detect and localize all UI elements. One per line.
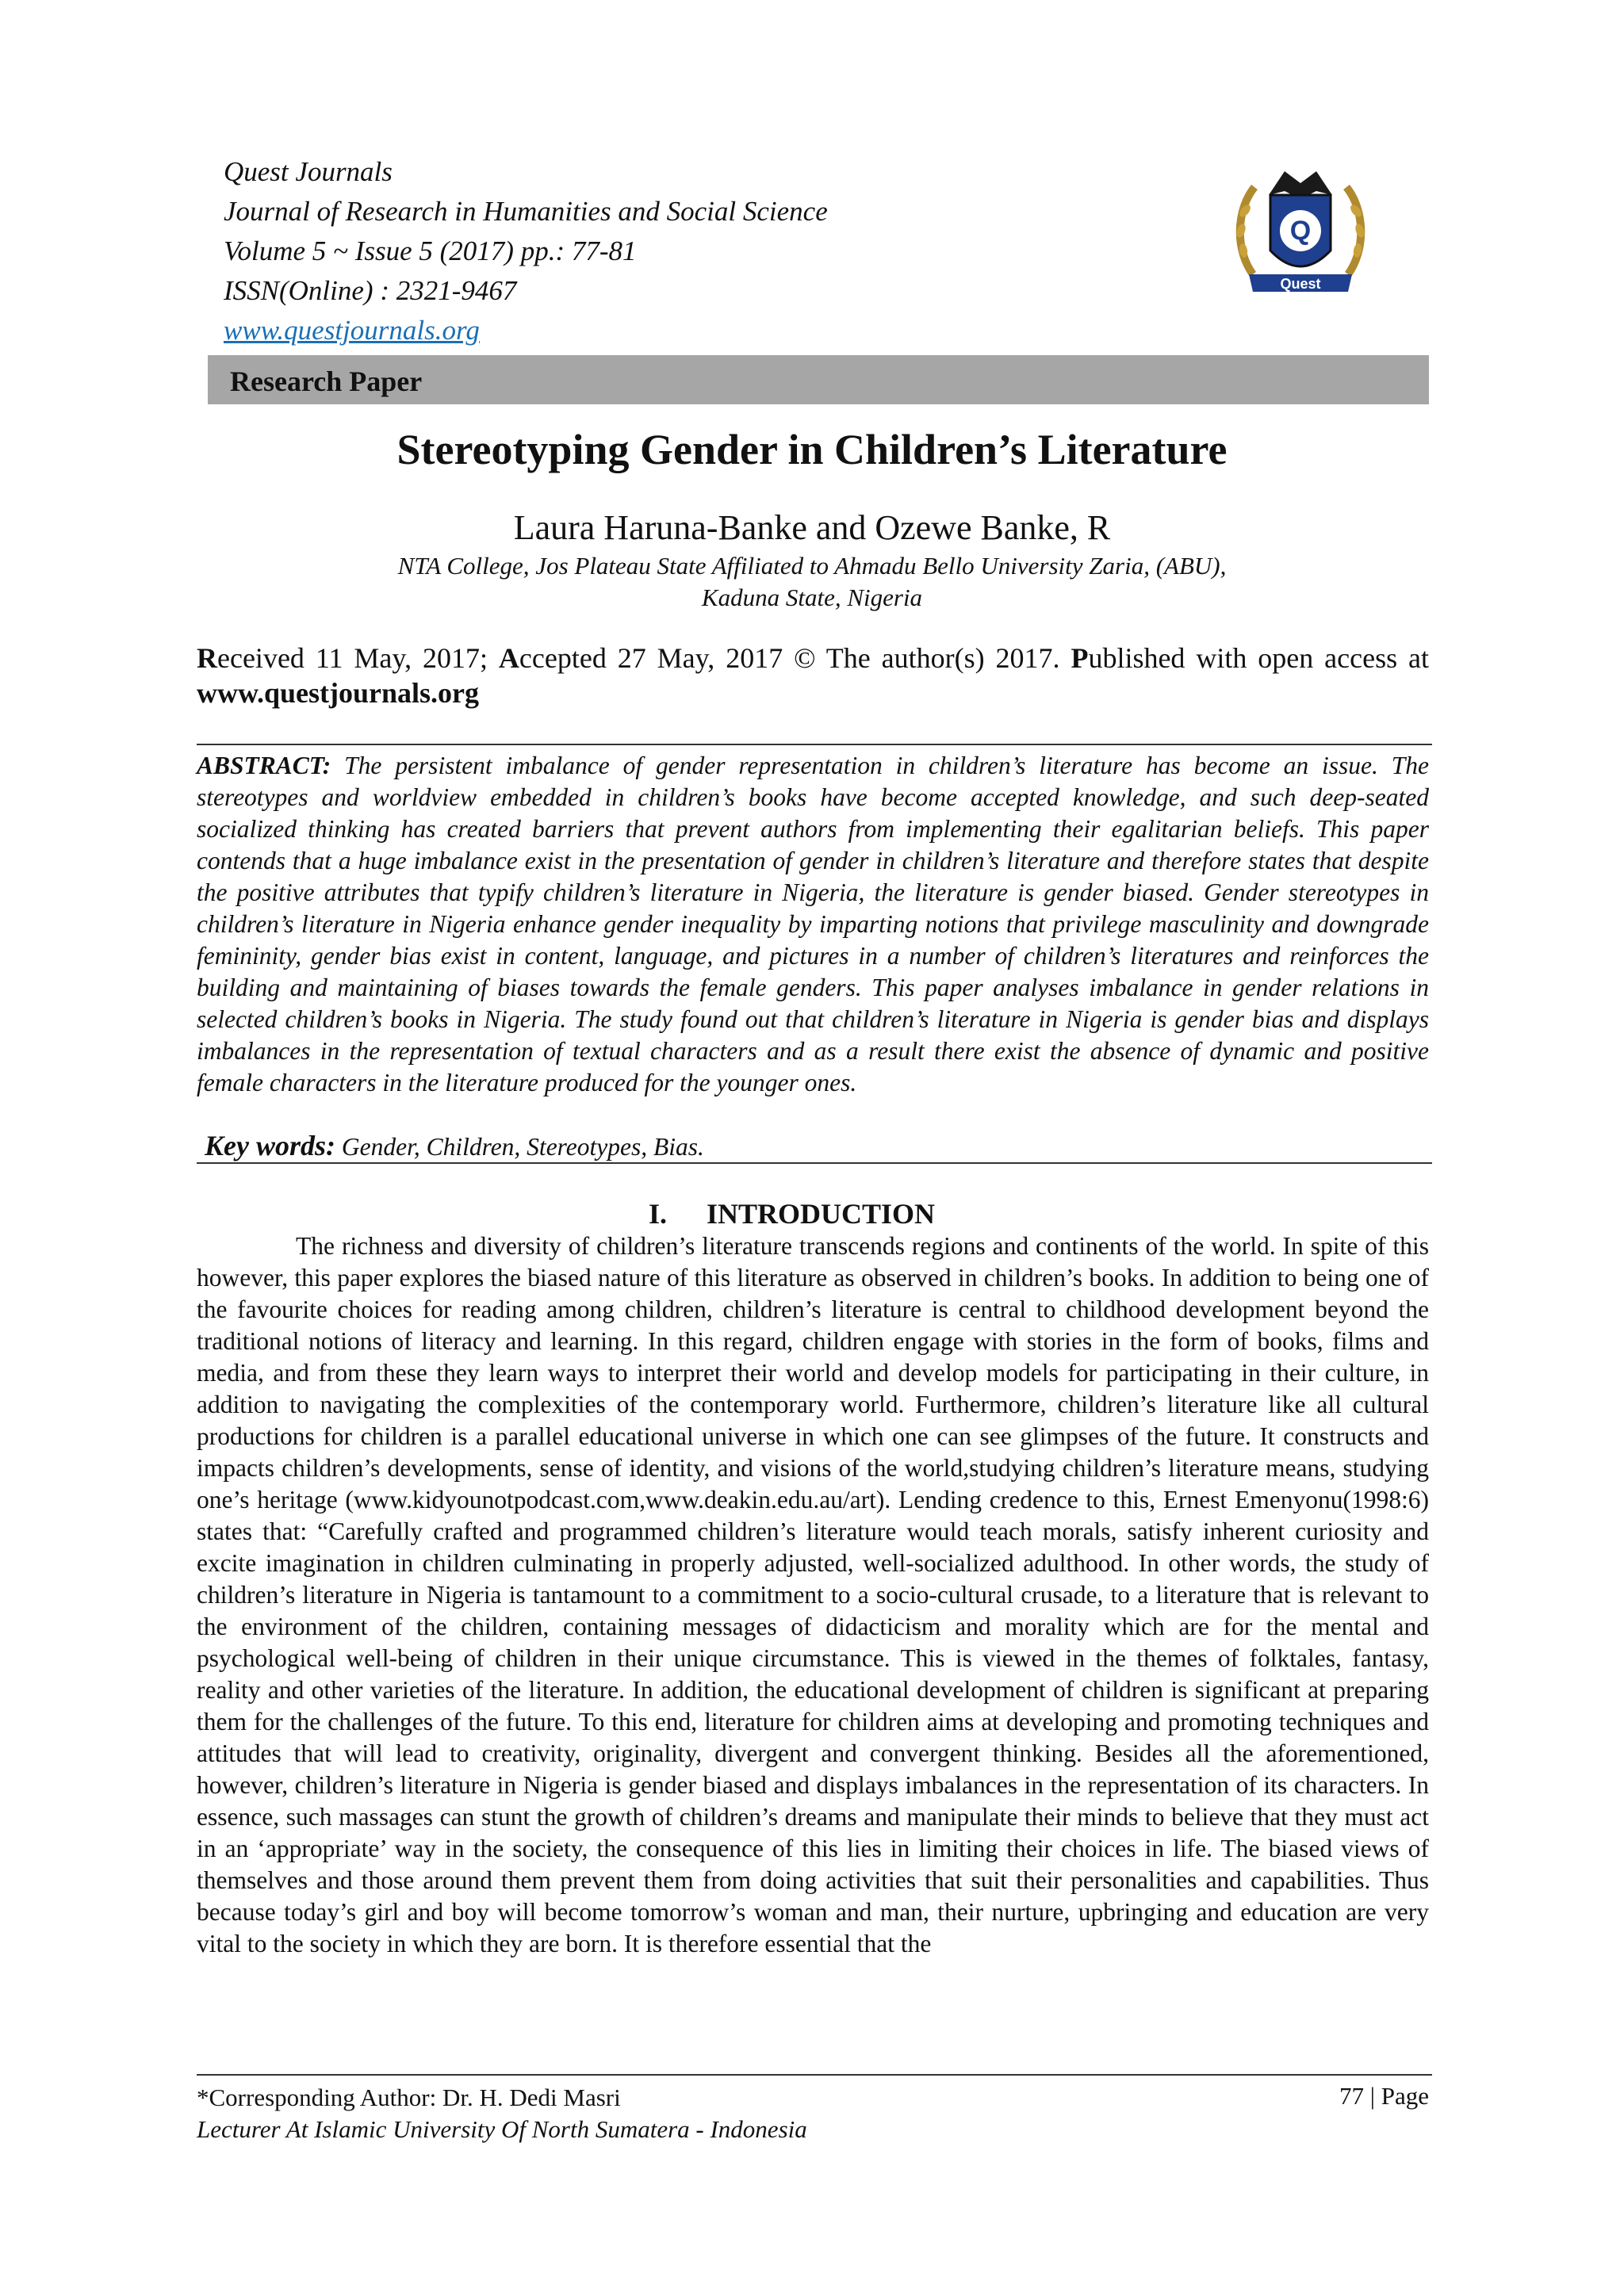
paper-title: Stereotyping Gender in Children’s Literature — [396, 426, 1228, 473]
svg-text:Q: Q — [1289, 216, 1312, 246]
abstract-top-rule — [197, 744, 1432, 745]
keywords-text: Gender, Children, Stereotypes, Bias. — [335, 1133, 704, 1161]
paper-type-band — [208, 355, 1429, 404]
keywords-label: Key words: — [205, 1130, 335, 1161]
abstract-label: ABSTRACT: — [197, 752, 331, 779]
introduction-body: The richness and diversity of children’s literature transcends regions and continents of the world. In spite of this however, this paper explores the biased nature of this literature as observed in children’s books. In addition to being one of the favourite choices for reading among children, children’s literature is central to childhood development beyond the traditional notions of literacy and learning. In this regard, children engage with stories in the form of books, films and media, and from these they learn ways to interpret their world and develop models for participating in their culture, in addition to navigating the complexities of the contemporary world. Furthermore, children’s literature like all cultural productions for children is a parallel educational universe in which one can see glimpses of the future. It constructs and impacts children’s developments, sense of identity, and visions of the world,studying children’s literature means, studying one’s heritage (www.kidyounotpodcast.com,www.deakin.edu.au/art). Lending credence to this, Ernest Emenyonu(1998:6) states that: “Carefully crafted and programmed children’s literature would teach morals, satisfy inherent curiosity and excite imagination in children culminating in properly adjusted, well-socialized adulthood. In other words, the study of children’s literature in Nigeria is tantamount to a commitment to a socio-cultural crusade, to a literature that is relevant to the environment of the children, containing messages of didacticism and morality which are for the mental and psychological well-being of children in their unique circumstance. This is viewed in the themes of folktales, fantasy, reality and other varieties of the literature. In addition, the educational development of children is significant at preparing them for the challenges of the future. To this end, literature for children aims at developing and promoting techniques and attitudes that will lead to creativity, originality, divergent and convergent thinking. Besides all the aforementioned, however, children’s literature in Nigeria is gender biased and displays imbalances in the representation of its characters. In essence, such massages can stunt the growth of children’s dreams and manipulate their minds to believe that they must act in an ‘appropriate’ way in the society, the consequence of this lies in limiting their choices in life. The biased views of themselves and those around them prevent them from doing activities that suit their personalities and capabilities. Thus because today’s girl and boy will become tomorrow’s woman and man, their nurture, upbringing and education are very vital to the society in which they are born. It is therefore essential that the — [197, 1232, 1429, 1957]
abstract-text: The persistent imbalance of gender representation in children’s literature has become an issue. The stereotypes and worldview embedded in children’s books have become accepted knowledge, and such deep-seated socialized thinking has created barriers that prevent authors from implementing their egalitarian beliefs. This paper contends that a huge imbalance exist in the presentation of gender in children’s literature and therefore states that despite the positive attributes that typify children’s literature in Nigeria, the literature is gender biased. Gender stereotypes in children’s literature in Nigeria enhance gender inequality by imparting notions that privilege masculinity and downgrade femininity, gender bias exist in content, language, and pictures in a number of children’s literatures and reinforces the building and maintaining of biases towards the female genders. This paper analyses imbalance in gender relations in selected children’s books in Nigeria. The study found out that children’s literature in Nigeria is gender bias and displays imbalances in the representation of textual characters and as a result there exist the absence of dynamic and positive female characters in the literature produced for the younger ones. — [197, 752, 1429, 1096]
section-heading — [649, 1197, 975, 1230]
footer-rule — [197, 2074, 1432, 2076]
corresponding-author: *Corresponding Author: Dr. H. Dedi Masri — [197, 2084, 621, 2111]
section-title: INTRODUCTION — [707, 1198, 936, 1230]
received-site: www.questjournals.org — [197, 677, 480, 709]
quest-logo-icon — [1221, 155, 1380, 314]
journal-header — [224, 152, 828, 350]
section-number: I. — [649, 1198, 668, 1230]
journal-publisher: Quest Journals — [224, 156, 393, 187]
journal-issn: ISSN(Online) : 2321-9467 — [224, 275, 517, 306]
abstract-bottom-rule — [197, 1162, 1432, 1164]
paper-authors: Laura Haruna-Banke and Ozewe Banke, R — [513, 508, 1111, 547]
abstract — [197, 750, 1429, 1099]
paper-affiliation: NTA College, Jos Plateau State Affiliated to Ahmadu Bello University Zaria, (ABU), Kaduna State, Nigeria — [397, 552, 1227, 611]
received-line: Received 11 May, 2017; Accepted 27 May, 2017 © The author(s) 2017. Published with open access at www.questjournals.org — [197, 642, 1429, 709]
footer-author — [197, 2082, 807, 2145]
keywords — [205, 1129, 704, 1162]
page-number: 77 | Page — [1339, 2082, 1429, 2110]
journal-volume: Volume 5 ~ Issue 5 (2017) pp.: 77-81 — [224, 235, 637, 266]
journal-name: Journal of Research in Humanities and Social Science — [224, 196, 828, 227]
svg-text:Quest: Quest — [1280, 276, 1321, 292]
author-affiliation: Lecturer At Islamic University Of North Sumatera - Indonesia — [197, 2115, 807, 2143]
journal-website-link[interactable]: www.questjournals.org — [224, 315, 480, 346]
paper-type-label: Research Paper — [230, 365, 423, 397]
